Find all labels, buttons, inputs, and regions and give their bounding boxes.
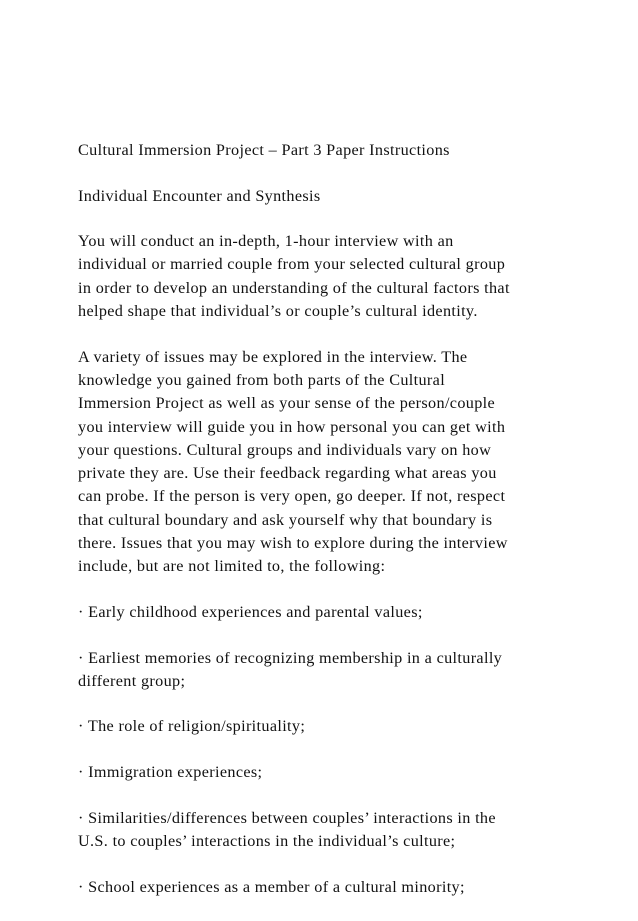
- bullet-line: U.S. to couples’ interactions in the individual’s culture;: [78, 831, 456, 850]
- bullet-line: · Early childhood experiences and parental values;: [78, 602, 423, 621]
- bullet-item: [78, 715, 578, 738]
- issues-paragraph: [78, 346, 578, 579]
- paragraph-line: include, but are not limited to, the following:: [78, 557, 386, 576]
- paragraph-line: You will conduct an in-depth, 1-hour interview with an: [78, 232, 454, 251]
- bullet-line: different group;: [78, 671, 186, 690]
- bullet-item: [78, 761, 578, 784]
- title-text: Cultural Immersion Project – Part 3 Paper Instructions: [78, 141, 450, 159]
- bullet-item: [78, 807, 578, 854]
- paragraph-line: A variety of issues may be explored in the interview. The: [78, 347, 468, 366]
- paragraph-line: you interview will guide you in how personal you can get with: [78, 417, 506, 436]
- document-title: [78, 139, 578, 162]
- bullet-line: · The role of religion/spirituality;: [78, 717, 306, 736]
- paragraph-line: there. Issues that you may wish to explore during the interview: [78, 534, 508, 553]
- bullet-line: · Similarities/differences between couples’ interactions in the: [78, 808, 496, 827]
- paragraph-line: in order to develop an understanding of the cultural factors that: [78, 278, 510, 297]
- document-page: [78, 139, 578, 921]
- paragraph-line: your questions. Cultural groups and individuals vary on how: [78, 440, 492, 459]
- paragraph-line: private they are. Use their feedback regarding what areas you: [78, 464, 497, 483]
- bullet-line: · Earliest memories of recognizing membership in a culturally: [78, 648, 503, 667]
- bullet-item: [78, 876, 578, 899]
- paragraph-line: helped shape that individual’s or couple’s cultural identity.: [78, 302, 478, 321]
- paragraph-line: knowledge you gained from both parts of the Cultural: [78, 370, 446, 389]
- bullet-line: · Immigration experiences;: [78, 763, 263, 782]
- intro-paragraph: [78, 230, 578, 323]
- bullet-item: [78, 601, 578, 624]
- bullet-line: · School experiences as a member of a cultural minority;: [78, 877, 465, 896]
- bullet-item: [78, 647, 578, 694]
- paragraph-line: Immersion Project as well as your sense of the person/couple: [78, 394, 496, 413]
- document-subtitle: [78, 185, 578, 208]
- paragraph-line: individual or married couple from your selected cultural group: [78, 255, 506, 274]
- subtitle-text: Individual Encounter and Synthesis: [78, 186, 321, 205]
- paragraph-line: can probe. If the person is very open, go deeper. If not, respect: [78, 487, 506, 506]
- paragraph-line: that cultural boundary and ask yourself why that boundary is: [78, 510, 493, 529]
